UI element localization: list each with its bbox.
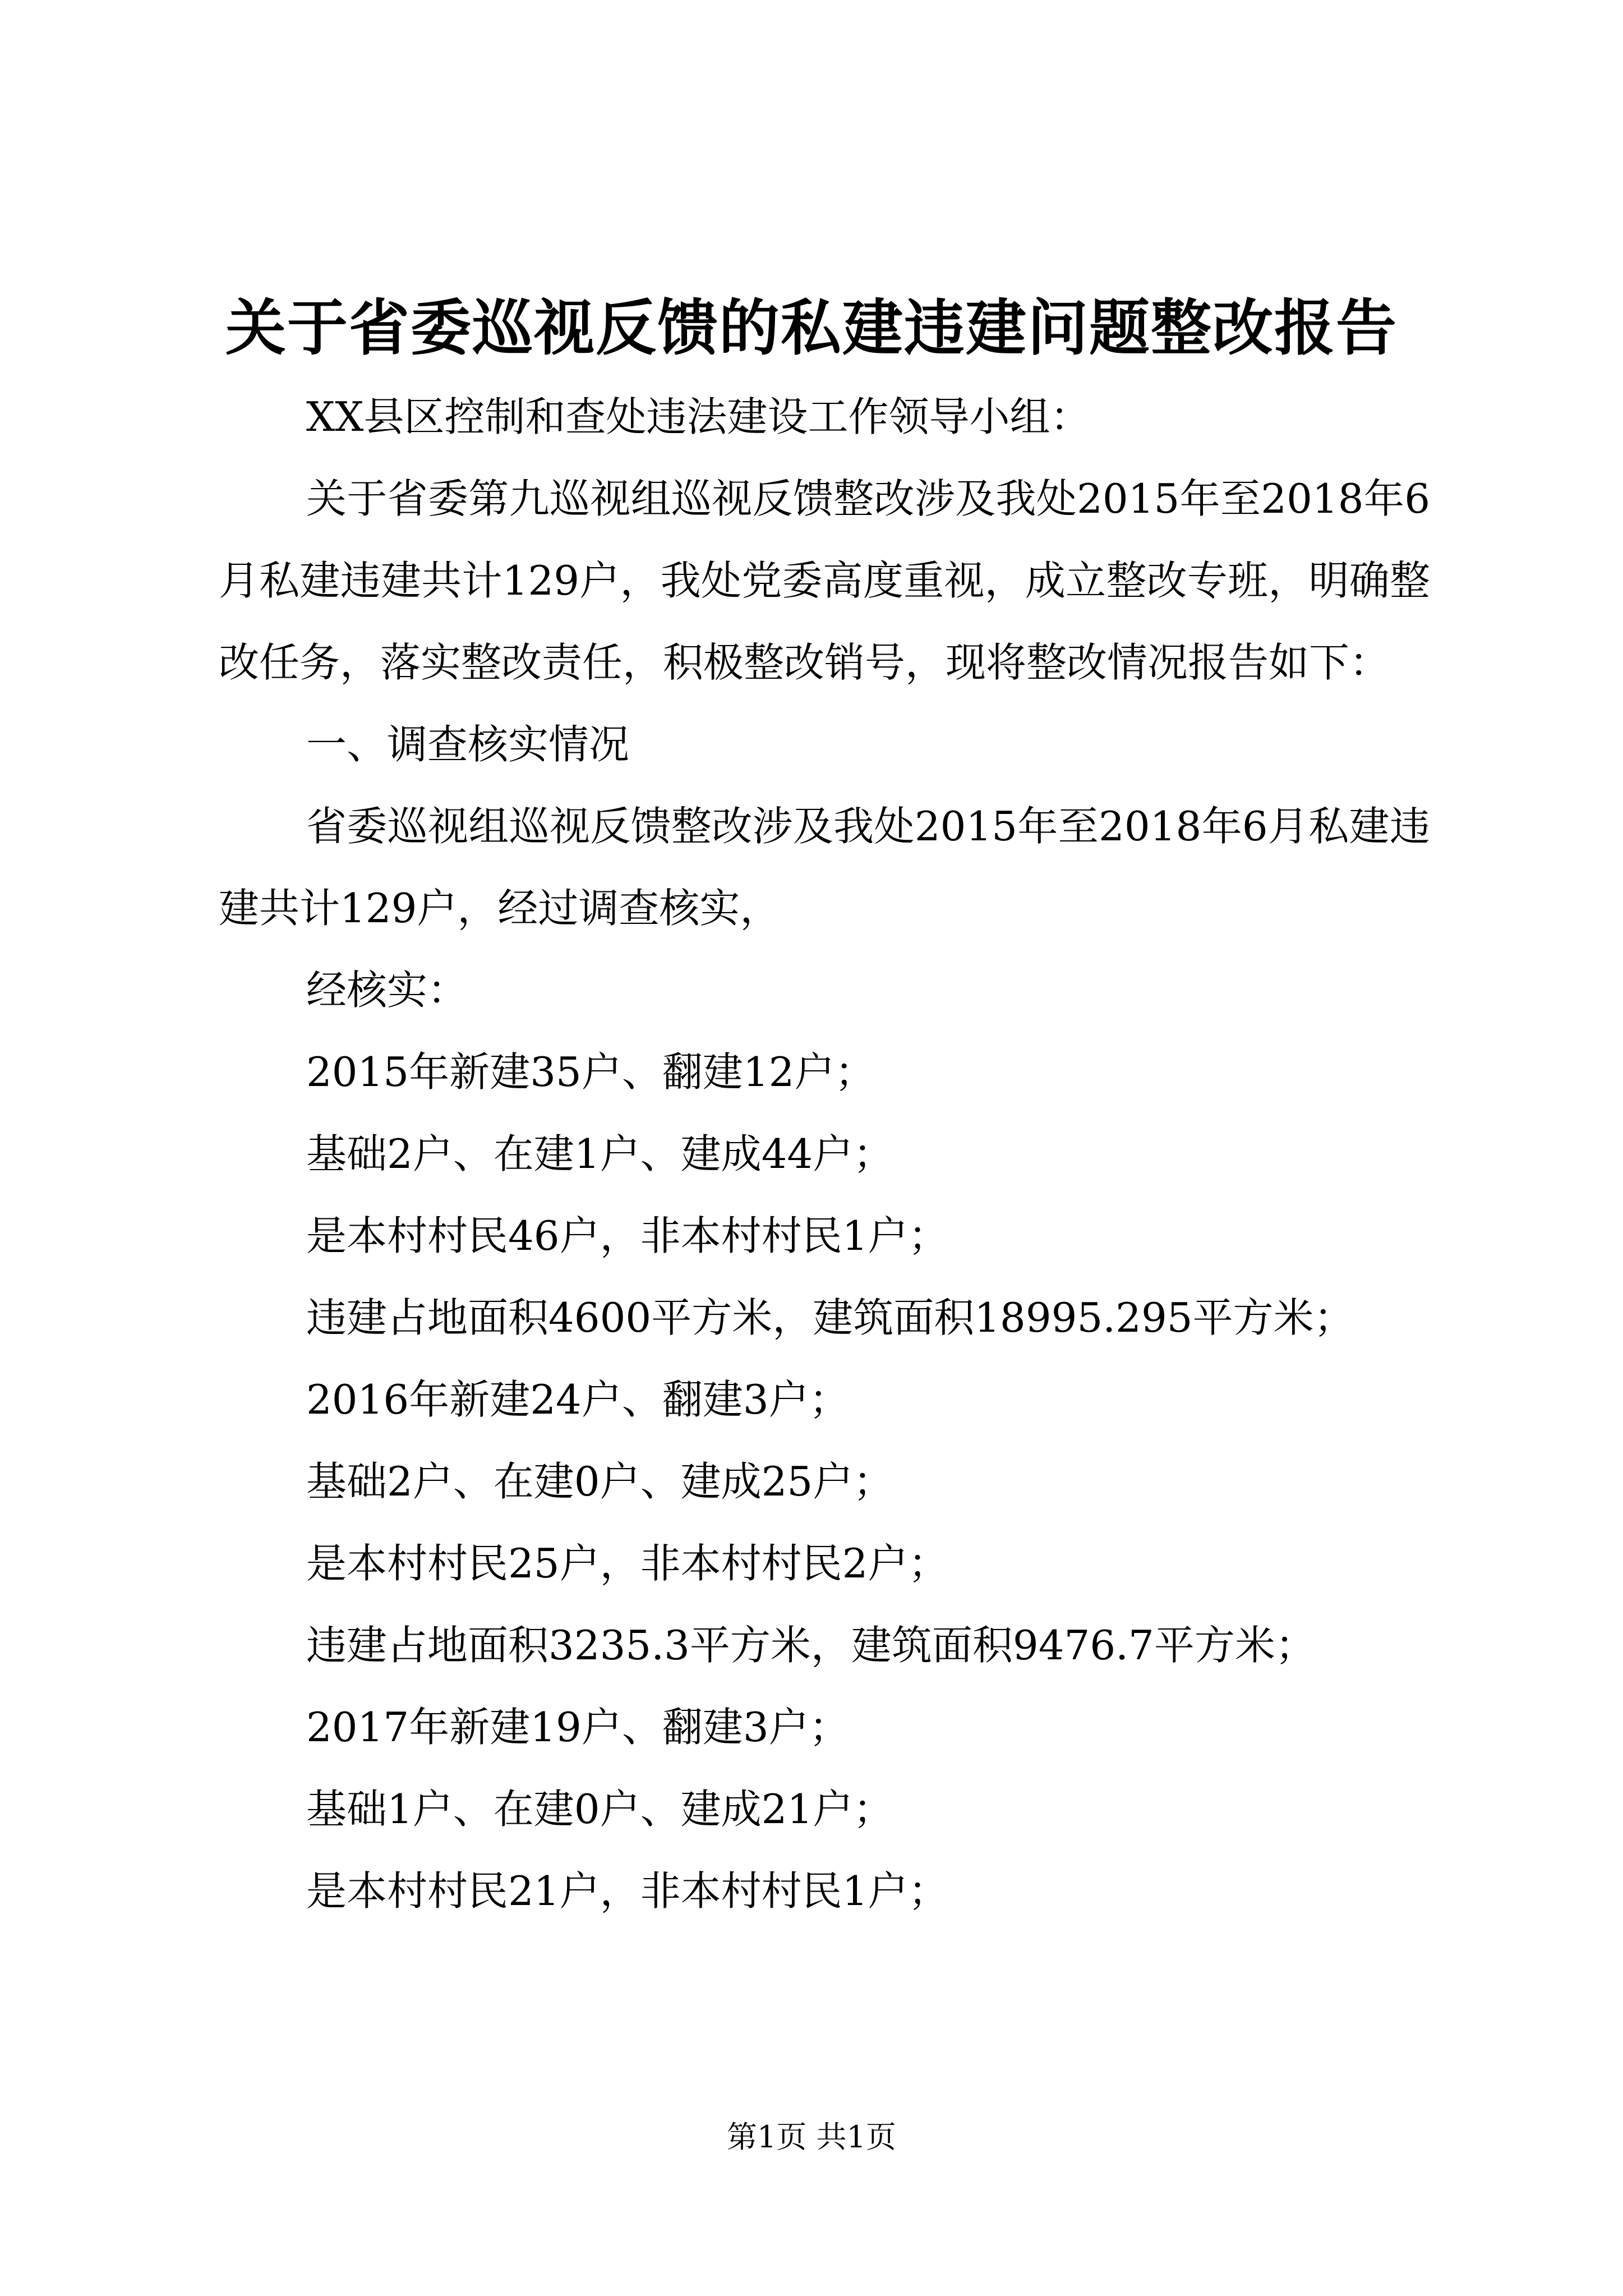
page-footer: 第1页 共1页 — [727, 2119, 896, 2155]
line-2015-villagers: 是本村村民46户，非本村村民1户； — [306, 1212, 949, 1259]
paragraph-verified: 经核实： — [306, 967, 468, 1014]
paragraph-salutation: XX县区控制和查处违法建设工作领导小组： — [306, 393, 1091, 440]
line-2017-new-build: 2017年新建19户、翻建3户； — [306, 1704, 850, 1751]
paragraph-investigation: 省委巡视组巡视反馈整改涉及我处2015年至2018年6月私建违建共计129户，经过调查核实， — [219, 803, 1430, 932]
line-2017-status: 基础1户、在建0户、建成21户； — [306, 1786, 894, 1833]
line-2017-villagers: 是本村村民21户，非本村村民1户； — [306, 1867, 949, 1915]
line-2016-status: 基础2户、在建0户、建成25户； — [306, 1458, 894, 1505]
document-body — [219, 376, 1430, 1932]
line-2016-new-build: 2016年新建24户、翻建3户； — [306, 1376, 850, 1423]
document-title: 关于省委巡视反馈的私建违建问题整改报告 — [225, 293, 1398, 364]
line-2015-status: 基础2户、在建1户、建成44户； — [306, 1130, 894, 1177]
paragraph-intro: 关于省委第九巡视组巡视反馈整改涉及我处2015年至2018年6月私建违建共计129户，我处党委高度重视，成立整改专班，明确整改任务，落实整改责任，积极整改销号，现将整改情况报告如下： — [219, 475, 1430, 686]
line-2016-villagers: 是本村村民25户，非本村村民2户； — [306, 1540, 949, 1587]
line-2016-area: 违建占地面积3235.3平方米，建筑面积9476.7平方米； — [306, 1622, 1316, 1669]
line-2015-new-build: 2015年新建35户、翻建12户； — [306, 1048, 875, 1096]
line-2015-area: 违建占地面积4600平方米，建筑面积18995.295平方米； — [306, 1294, 1354, 1341]
section-heading: 一、调查核实情况 — [306, 721, 630, 768]
